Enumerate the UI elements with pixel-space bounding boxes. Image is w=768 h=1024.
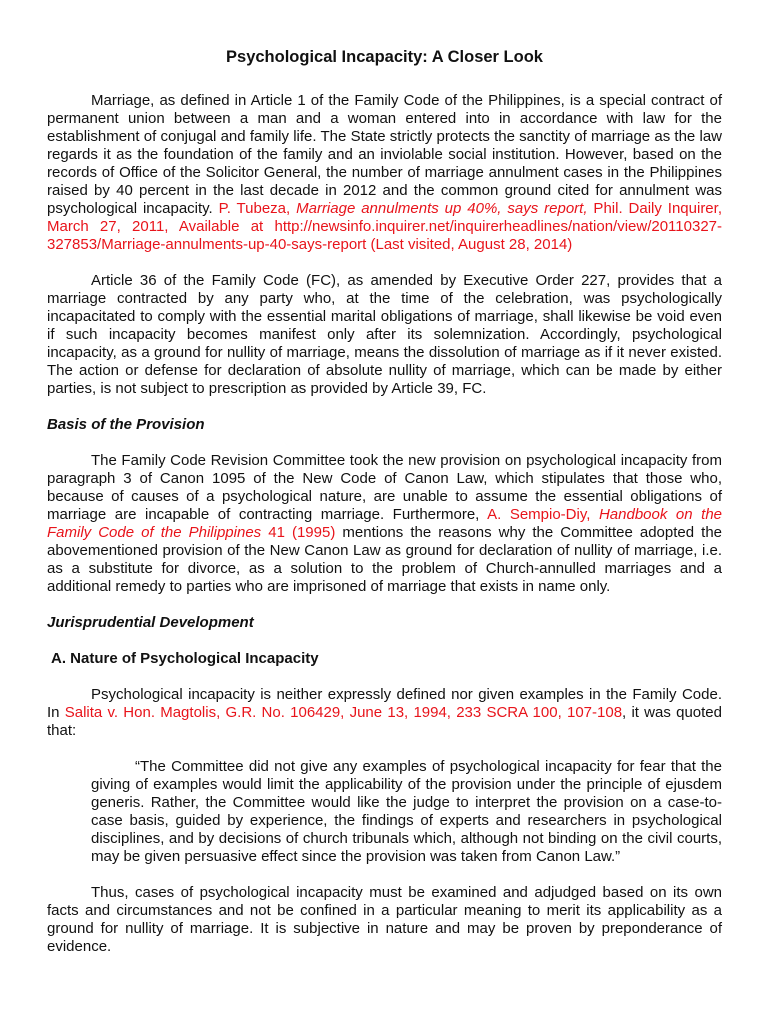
text-segment: Article 36 of the Family Code (FC), as amended by Executive Order 227, provides that a marriage contracted by any party who, at the time of the celebration, was psychologically incapacitated to comply with the essential marital obligations of marriage, shall likewise be void even if such incapacity becomes manifest only after its solemnization. Accordingly, psychological incapacity, as a ground for nullity of marriage, means the dissolution of marriage as if it never existed. The action or defense for declaration of absolute nullity of marriage, which can be made by either parties, is not subject to prescription as provided by Article 39, FC. (47, 272, 722, 397)
document-body (47, 92, 722, 956)
citation-text: A. Sempio-Diy, (487, 506, 599, 523)
text-segment: mentions the reasons why the Committee adopted the abovementioned provision of the New Canon Law as ground for declaration of nullity of marriage, i.e. as a substitute for divorce, as a solution to the problem of Church-annulled marriages and a additional remedy to parties who are imprisoned of marriage that exists in name only. (47, 524, 722, 595)
block-quote (91, 758, 722, 866)
citation-text: 41 (1995) (261, 524, 336, 541)
text-segment: “The Committee did not give any examples of psychological incapacity for fear that the giving of examples would limit the applicability of the provision under the principle of ejusdem generis. Rather, the Committee would like the judge to interpret the provision on a case-to-case basis, guided by experience, the findings of experts and researchers in psychological disciplines, and by decisions of church tribunals which, although not binding on the civil courts, may be given persuasive effect since the provision was taken from Canon Law.” (91, 758, 722, 865)
paragraph (47, 686, 722, 740)
subsection-heading (51, 650, 722, 668)
citation-text: Handbook on the Family Code of the Philippines (47, 506, 723, 541)
document-page (47, 47, 722, 974)
text-segment: Thus, cases of psychological incapacity must be examined and adjudged based on its own facts and circumstances and not be confined in a particular meaning to merit its applicability as a ground for nullity of marriage. It is subjective in nature and may be proven by preponderance of evidence. (47, 884, 722, 955)
document-title: Psychological Incapacity: A Closer Look (226, 48, 543, 66)
paragraph (47, 452, 722, 596)
citation-text: Phil. Daily Inquirer, March 27, 2011, Available at http://newsinfo.inquirer.net/inquirerheadlines/nation/view/20110327-327853/Marriage-annulments-up-40-says-report (Last visited, August 28, 2014) (47, 200, 722, 253)
text-segment: A. Nature of Psychological Incapacity (51, 650, 319, 667)
text-segment: , it was quoted that: (47, 704, 722, 739)
paragraph (47, 272, 722, 398)
text-segment: Jurisprudential Development (47, 614, 254, 631)
section-heading (47, 614, 722, 632)
text-segment: Basis of the Provision (47, 416, 205, 433)
text-segment: Psychological incapacity is neither expressly defined nor given examples in the Family Code. In (47, 686, 722, 721)
text-segment: The Family Code Revision Committee took the new provision on psychological incapacity from paragraph 3 of Canon 1095 of the New Code of Canon Law, which stipulates that those who, because of causes of a psychological nature, are unable to assume the essential obligations of marriage are incapable of contracting marriage. Furthermore, (47, 452, 722, 523)
citation-text: Marriage annulments up 40%, says report, (296, 200, 588, 217)
paragraph (47, 884, 722, 956)
section-heading (47, 416, 722, 434)
paragraph (47, 92, 722, 254)
citation-text: Salita v. Hon. Magtolis, G.R. No. 106429, June 13, 1994, 233 SCRA 100, 107-108 (64, 704, 623, 721)
text-segment: Marriage, as defined in Article 1 of the Family Code of the Philippines, is a special contract of permanent union between a man and a woman entered into in accordance with law for the establishment of conjugal and family life. The State strictly protects the sanctity of marriage as the law regards it as the foundation of the family and an inviolable social institution. However, based on the records of Office of the Solicitor General, the number of marriage annulment cases in the Philippines raised by 40 percent in the last decade in 2012 and the common ground cited for annulment was psychological incapacity. (47, 92, 722, 217)
citation-text: P. Tubeza, (218, 200, 297, 217)
